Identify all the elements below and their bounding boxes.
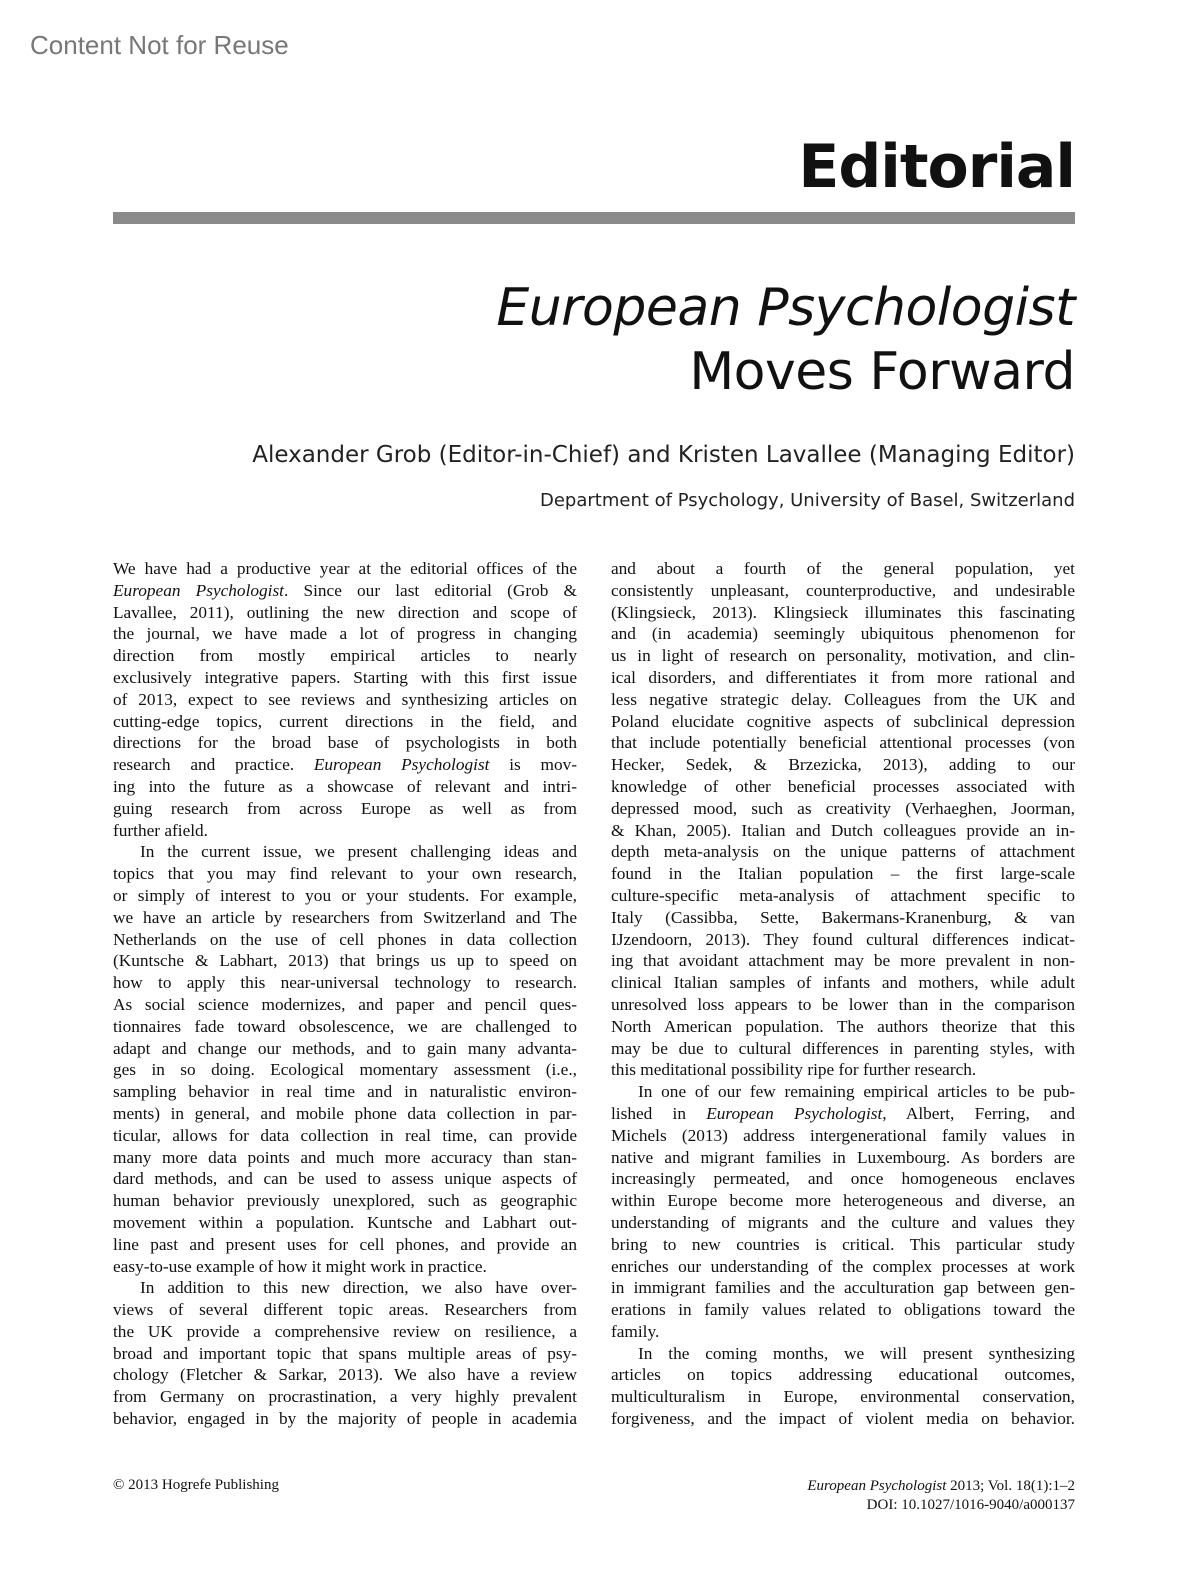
text-line (113, 1343, 577, 1365)
text-line (611, 580, 1075, 602)
text-segment: or simply of interest to you or your students. For example, (113, 885, 577, 905)
text-line (611, 1299, 1075, 1321)
affiliation: Department of Psychology, University of Basel, Switzerland (540, 490, 1075, 511)
text-segment: movement within a population. Kuntsche and Labhart out- (113, 1212, 577, 1232)
text-line (611, 1343, 1075, 1365)
text-segment: enriches our understanding of the complex processes at work (611, 1256, 1075, 1276)
text-line (113, 798, 577, 820)
text-line (611, 754, 1075, 776)
text-segment: topics that you may find relevant to your own research, (113, 864, 577, 884)
text-segment: increasingly permeated, and once homogeneous enclaves (611, 1169, 1075, 1189)
text-line (113, 558, 577, 580)
text-segment: ges in so doing. Ecological momentary assessment (i.e., (113, 1060, 577, 1080)
text-segment: direction from mostly empirical articles to nearly (113, 646, 577, 666)
text-line (611, 623, 1075, 645)
text-line (611, 907, 1075, 929)
text-segment: native and migrant families in Luxembourg. As borders are (611, 1147, 1075, 1167)
text-line (113, 1190, 577, 1212)
text-segment: adapt and change our methods, and to gain many advanta- (113, 1038, 577, 1058)
text-segment: easy-to-use example of how it might work in practice. (113, 1256, 487, 1276)
text-segment: IJzendoorn, 2013). They found cultural differences indicat- (611, 929, 1075, 949)
text-segment: ments) in general, and mobile phone data collection in par- (113, 1103, 577, 1123)
text-line (113, 863, 577, 885)
text-segment: Hecker, Sedek, & Brzezicka, 2013), adding to our (611, 755, 1075, 775)
text-segment: multiculturalism in Europe, environmental conservation, (611, 1387, 1075, 1407)
text-segment: in immigrant families and the acculturation gap between gen- (611, 1278, 1075, 1298)
text-line (611, 798, 1075, 820)
text-line (113, 623, 577, 645)
title-regular: Moves Forward (689, 342, 1075, 402)
volume-info: 2013; Vol. 18(1):1–2 (946, 1478, 1075, 1494)
text-segment: exclusively integrative papers. Starting with this first issue (113, 667, 577, 687)
text-line (611, 1016, 1075, 1038)
text-segment: Lavallee, 2011), outlining the new direction and scope of (113, 602, 577, 622)
text-segment: directions for the broad base of psychologists in both (113, 733, 577, 753)
text-segment: found in the Italian population – the first large-scale (611, 864, 1075, 884)
text-line (611, 711, 1075, 733)
text-line (611, 863, 1075, 885)
text-line (113, 1321, 577, 1343)
text-segment: & Khan, 2005). Italian and Dutch colleagues provide an in- (611, 820, 1075, 840)
text-segment: less negative strategic delay. Colleagues from the UK and (611, 689, 1075, 709)
text-segment: may be due to cultural differences in parenting styles, with (611, 1038, 1075, 1058)
text-line (113, 907, 577, 929)
text-line (611, 776, 1075, 798)
text-line (113, 732, 577, 754)
text-line (113, 1038, 577, 1060)
text-line (611, 1256, 1075, 1278)
text-segment: this meditational possibility ripe for further research. (611, 1060, 977, 1080)
text-segment: further afield. (113, 820, 208, 840)
text-segment: (Kuntsche & Labhart, 2013) that brings us up to speed on (113, 951, 577, 971)
text-line (611, 994, 1075, 1016)
text-line (113, 1256, 577, 1278)
text-segment: within Europe become more heterogeneous and diverse, an (611, 1191, 1075, 1211)
text-segment: In addition to this new direction, we also have over- (140, 1278, 577, 1298)
text-segment: research and practice. (113, 755, 314, 775)
text-line (611, 841, 1075, 863)
text-line (113, 1103, 577, 1125)
text-line (113, 645, 577, 667)
text-line (611, 1147, 1075, 1169)
text-segment: unresolved loss appears to be lower than in the comparison (611, 994, 1075, 1014)
citation (807, 1477, 1075, 1496)
citation-block (807, 1477, 1075, 1515)
text-segment: knowledge of other beneficial processes associated with (611, 776, 1075, 796)
text-line (113, 885, 577, 907)
text-segment: ing that avoidant attachment may be more prevalent in non- (611, 951, 1075, 971)
text-line (611, 929, 1075, 951)
section-label: Editorial (798, 132, 1075, 202)
text-line (611, 1364, 1075, 1386)
text-line (113, 1234, 577, 1256)
text-line (611, 667, 1075, 689)
text-segment: Netherlands on the use of cell phones in data collection (113, 929, 577, 949)
text-segment: clinical Italian samples of infants and mothers, while adult (611, 973, 1075, 993)
text-line (113, 1386, 577, 1408)
text-segment: culture-specific meta-analysis of attachment specific to (611, 885, 1075, 905)
text-line (113, 754, 577, 776)
text-line (611, 689, 1075, 711)
text-line (611, 558, 1075, 580)
body-column-right (611, 558, 1075, 1430)
text-line (611, 1234, 1075, 1256)
text-line (113, 1016, 577, 1038)
text-segment: we have an article by researchers from Switzerland and The (113, 907, 577, 927)
text-segment: bring to new countries is critical. This particular study (611, 1234, 1075, 1254)
text-line (113, 929, 577, 951)
text-segment: and about a fourth of the general population, yet (611, 559, 1075, 578)
text-segment: dard methods, and can be used to assess unique aspects of (113, 1169, 577, 1189)
text-line (611, 1038, 1075, 1060)
text-segment: behavior, engaged in by the majority of people in academia (113, 1409, 577, 1429)
text-segment: In one of our few remaining empirical articles to be pub- (638, 1082, 1075, 1102)
authors: Alexander Grob (Editor-in-Chief) and Kristen Lavallee (Managing Editor) (252, 442, 1075, 468)
text-segment: depressed mood, such as creativity (Verhaeghen, Joorman, (611, 798, 1075, 818)
text-segment: sampling behavior in real time and in naturalistic environ- (113, 1082, 577, 1102)
text-line (611, 732, 1075, 754)
italic-text: European Psychologist (706, 1103, 883, 1123)
title-italic: European Psychologist (496, 278, 1075, 338)
watermark: Content Not for Reuse (30, 30, 289, 60)
text-line (113, 1277, 577, 1299)
text-segment: ical disorders, and differentiates it from more rational and (611, 667, 1075, 687)
text-segment: . Since our last editorial (Grob & (284, 580, 577, 600)
text-segment: understanding of migrants and the culture and values they (611, 1212, 1075, 1232)
doi: DOI: 10.1027/1016-9040/a000137 (866, 1497, 1075, 1513)
text-line (113, 667, 577, 689)
text-line (611, 1212, 1075, 1234)
text-segment: how to apply this near-universal technology to research. (113, 973, 577, 993)
text-segment: is mov- (489, 755, 577, 775)
text-segment: family. (611, 1321, 660, 1341)
text-line (611, 1168, 1075, 1190)
text-line (113, 1408, 577, 1430)
text-line (611, 1321, 1075, 1343)
article-title (496, 276, 1075, 404)
text-segment: chology (Fletcher & Sarkar, 2013). We also have a review (113, 1365, 577, 1385)
text-line (611, 602, 1075, 624)
text-segment: forgiveness, and the impact of violent media on behavior. (611, 1409, 1075, 1429)
italic-text: European Psychologist (113, 580, 284, 600)
text-line (113, 1168, 577, 1190)
text-segment: human behavior previously unexplored, such as geographic (113, 1191, 577, 1211)
text-line (113, 841, 577, 863)
text-segment: cutting-edge topics, current directions in the field, and (113, 711, 577, 731)
text-segment: views of several different topic areas. Researchers from (113, 1300, 577, 1320)
text-line (113, 950, 577, 972)
text-segment: , Albert, Ferring, and (882, 1103, 1075, 1123)
text-line (113, 1299, 577, 1321)
text-segment: the UK provide a comprehensive review on resilience, a (113, 1321, 577, 1341)
text-segment: As social science modernizes, and paper and pencil ques- (113, 994, 577, 1014)
text-line (611, 1103, 1075, 1125)
text-segment: articles on topics addressing educational outcomes, (611, 1365, 1075, 1385)
copyright: © 2013 Hogrefe Publishing (113, 1477, 279, 1493)
text-segment: ing into the future as a showcase of relevant and intri- (113, 776, 577, 796)
text-line (611, 1277, 1075, 1299)
journal-name: European Psychologist (807, 1478, 947, 1494)
text-segment: broad and important topic that spans multiple areas of psy- (113, 1343, 577, 1363)
text-segment: us in light of research on personality, motivation, and clin- (611, 646, 1075, 666)
text-line (611, 1386, 1075, 1408)
text-line (611, 950, 1075, 972)
text-line (611, 885, 1075, 907)
text-segment: In the current issue, we present challenging ideas and (140, 842, 577, 862)
text-line (113, 820, 577, 842)
text-line (611, 645, 1075, 667)
italic-text: European Psychologist (313, 755, 490, 775)
text-segment: that include potentially beneficial attentional processes (von (611, 733, 1075, 753)
text-segment: Italy (Cassibba, Sette, Bakermans-Kranenburg, & van (611, 907, 1075, 927)
text-segment: Michels (2013) address intergenerational family values in (611, 1125, 1075, 1145)
text-segment: Poland elucidate cognitive aspects of subclinical depression (611, 711, 1075, 731)
text-segment: and (in academia) seemingly ubiquitous phenomenon for (611, 624, 1075, 644)
header-divider (113, 212, 1075, 224)
text-segment: We have had a productive year at the editorial offices of the (113, 559, 577, 578)
text-line (113, 972, 577, 994)
text-line (611, 1408, 1075, 1430)
text-line (611, 820, 1075, 842)
text-segment: tionnaires fade toward obsolescence, we are challenged to (113, 1016, 577, 1036)
text-line (113, 1125, 577, 1147)
text-line (113, 711, 577, 733)
text-segment: depth meta-analysis on the unique patterns of attachment (611, 842, 1075, 862)
text-line (113, 1212, 577, 1234)
text-line (113, 994, 577, 1016)
text-line (611, 972, 1075, 994)
text-segment: In the coming months, we will present synthesizing (638, 1343, 1075, 1363)
text-segment: line past and present uses for cell phones, and provide an (113, 1234, 577, 1254)
text-line (611, 1190, 1075, 1212)
text-line (611, 1081, 1075, 1103)
text-segment: (Klingsieck, 2013). Klingsieck illuminates this fascinating (611, 602, 1075, 622)
text-segment: of 2013, expect to see reviews and synthesizing articles on (113, 689, 577, 709)
text-line (611, 1059, 1075, 1081)
text-line (113, 580, 577, 602)
text-line (113, 1059, 577, 1081)
text-segment: from Germany on procrastination, a very highly prevalent (113, 1387, 577, 1407)
text-segment: guing research from across Europe as well as from (113, 798, 577, 818)
text-line (113, 776, 577, 798)
text-segment: lished in (611, 1103, 707, 1123)
text-line (113, 602, 577, 624)
text-line (113, 1147, 577, 1169)
text-line (611, 1125, 1075, 1147)
text-segment: consistently unpleasant, counterproductive, and undesirable (611, 580, 1075, 600)
text-segment: erations in family values related to obligations toward the (611, 1300, 1075, 1320)
text-line (113, 1081, 577, 1103)
text-segment: ticular, allows for data collection in real time, can provide (113, 1125, 577, 1145)
text-line (113, 689, 577, 711)
body-column-left (113, 558, 577, 1430)
text-segment: the journal, we have made a lot of progress in changing (113, 624, 577, 644)
text-segment: many more data points and much more accuracy than stan- (113, 1147, 577, 1167)
text-line (113, 1364, 577, 1386)
text-segment: North American population. The authors theorize that this (611, 1016, 1075, 1036)
